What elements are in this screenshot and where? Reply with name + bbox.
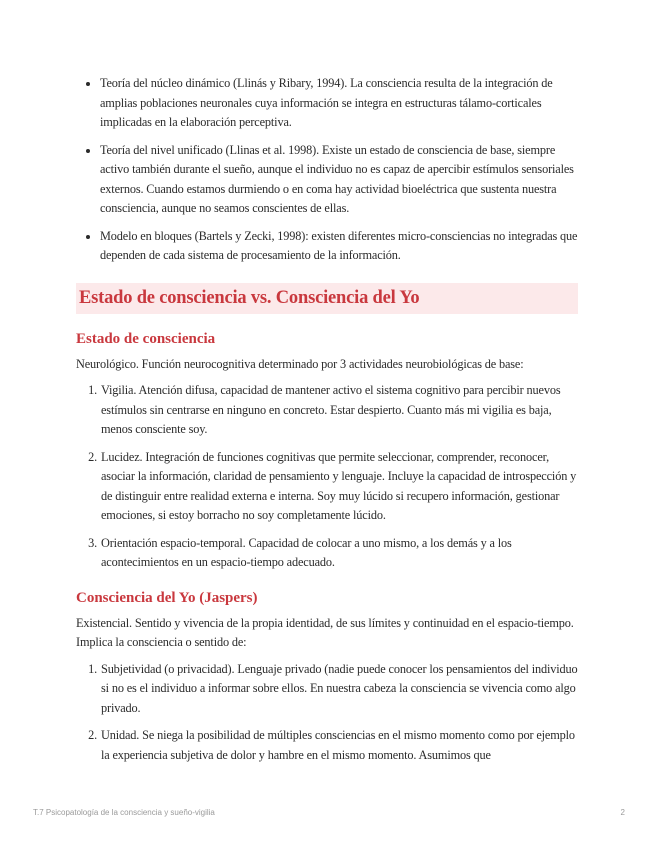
footer-title: T.7 Psicopatología de la consciencia y sueño-vigilia	[33, 808, 215, 817]
list-item: 2. Unidad. Se niega la posibilidad de múltiples consciencias en el mismo momento como por ejemplo la experiencia subjetiva de dolor y hambre en el mismo momento. Asumimos que	[100, 726, 578, 765]
subsection-heading-yo: Consciencia del Yo (Jaspers)	[76, 589, 258, 606]
list-item: • Teoría del nivel unificado (Llinas et al. 1998). Existe un estado de consciencia de base, siempre activo también durante el sueño, aunque el individuo no es capaz de apercibir estímulos sensoriales externos. Cuando estamos durmiendo o en coma hay actividad bioeléctrica que sustenta nuestra consciencia, aunque no seamos conscientes de ellas.	[100, 141, 578, 219]
list-item: 1. Vigilia. Atención difusa, capacidad de mantener activo el sistema cognitivo para percibir nuevos estímulos sin centrarse en ninguno en concreto. Estar despierto. Cuanto más mi vigilia es baja, menos consciente soy.	[100, 381, 578, 440]
list-item: • Teoría del núcleo dinámico (Llinás y Ribary, 1994). La consciencia resulta de la integración de amplias poblaciones neuronales cuya información se integra en estructuras tálamo-corticales implicadas en la elaboración perceptiva.	[100, 74, 578, 133]
estado-list	[76, 381, 578, 573]
subsection-heading-estado: Estado de consciencia	[76, 330, 216, 347]
yo-list	[76, 660, 578, 766]
yo-intro: Existencial. Sentido y vivencia de la propia identidad, de sus límites y continuidad en el espacio-tiempo. Implica la consciencia o sentido de:	[76, 615, 574, 649]
list-item: 3. Orientación espacio-temporal. Capacidad de colocar a uno mismo, a los demás y a los acontecimientos en un espacio-tiempo adecuado.	[100, 534, 578, 573]
list-item: 2. Lucidez. Integración de funciones cognitivas que permite seleccionar, comprender, reconocer, asociar la información, claridad de pensamiento y lenguaje. Incluye la capacidad de introspección y de distinguir entre realidad externa e interna. Soy muy lúcido si recupero información, gestionar emociones, si estoy borracho no soy completamente lúcido.	[100, 448, 578, 526]
estado-intro: Neurológico. Función neurocognitiva determinado por 3 actividades neurobiológicas de base:	[76, 356, 524, 371]
section-heading: Estado de consciencia vs. Consciencia del Yo	[76, 283, 578, 314]
theories-list	[76, 74, 578, 266]
list-item: • Modelo en bloques (Bartels y Zecki, 1998): existen diferentes micro-consciencias no integradas que dependen de cada sistema de procesamiento de la información.	[100, 227, 578, 266]
page-number: 2	[620, 808, 625, 817]
list-item: 1. Subjetividad (o privacidad). Lenguaje privado (nadie puede conocer los pensamientos del individuo si no es el individuo a informar sobre ellos. En nuestra cabeza la consciencia se vivencia como algo privado.	[100, 660, 578, 719]
page-footer	[33, 808, 625, 817]
page-content	[76, 74, 578, 773]
